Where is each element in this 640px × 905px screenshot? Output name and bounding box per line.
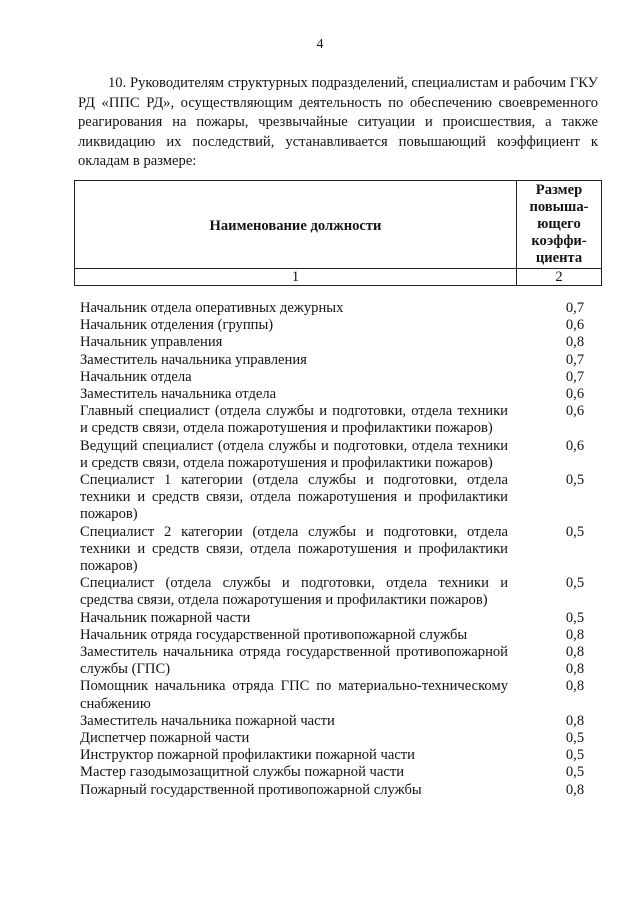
- position-name: Начальник управления: [80, 334, 223, 351]
- position-name: Заместитель начальника управления: [80, 351, 307, 368]
- position-name: Начальник пожарной части: [80, 609, 251, 626]
- table-row: [80, 386, 600, 403]
- column-header-coefficient-line: циента: [535, 250, 583, 266]
- coefficient-value: 0,8: [565, 334, 585, 351]
- table-row: [80, 627, 600, 644]
- coefficient-value: 0,6: [565, 317, 585, 334]
- position-name: Специалист 1 категории (отдела службы и подготовки, отдела техники и средств связи, отдела пожаротушения и профилактики пожаров): [80, 472, 508, 523]
- coefficient-value: 0,7: [565, 351, 585, 368]
- coefficient-value: 0,5: [565, 523, 585, 540]
- coefficient-value: 0,8: [565, 678, 585, 695]
- position-name: Начальник отделения (группы): [80, 317, 274, 334]
- coefficient-value: 0,5: [565, 747, 585, 764]
- coefficient-value: 0,7: [565, 368, 585, 385]
- coefficient-value: 0,5: [565, 764, 585, 781]
- column-header-coefficient: [517, 181, 602, 269]
- position-name: Начальник отдела: [80, 368, 192, 385]
- table-row: [80, 300, 600, 317]
- coefficient-value: 0,6: [565, 386, 585, 403]
- table-row: [80, 730, 600, 747]
- coefficient-value: 0,5: [565, 472, 585, 489]
- position-name: Диспетчер пожарной части: [80, 730, 250, 747]
- position-name: Главный специалист (отдела службы и подготовки, отдела техники и средств связи, отдела пожаротушения и профилактики пожаров): [80, 403, 508, 437]
- position-name: Начальник отдела оперативных дежурных: [80, 300, 344, 316]
- table-row: [80, 764, 600, 781]
- coefficient-value: 0,5: [565, 609, 585, 626]
- coefficient-table-header: [74, 180, 602, 286]
- position-name: Пожарный государственной противопожарной службы: [80, 781, 422, 798]
- coefficient-value: 0,5: [565, 575, 585, 592]
- table-row: [80, 369, 600, 386]
- coefficient-value: 0,8: [565, 712, 585, 729]
- column-header-coefficient-line: коэффи-: [531, 233, 587, 249]
- coefficient-value: 0,6: [565, 437, 585, 454]
- position-name: Помощник начальника отряда ГПС по материально-техническому снабжению: [80, 678, 508, 712]
- table-row: [80, 713, 600, 730]
- column-header-position: Наименование должности: [75, 181, 517, 269]
- page-number: 4: [316, 37, 324, 52]
- coefficient-value: 0,8: [565, 626, 585, 643]
- table-row: [80, 334, 600, 351]
- column-header-coefficient-line: повыша-: [529, 199, 589, 215]
- position-name: Мастер газодымозащитной службы пожарной части: [80, 764, 405, 781]
- table-row: [80, 317, 600, 334]
- position-name: Заместитель начальника отряда государственной противопожарной службы (ГПС): [80, 644, 508, 678]
- coefficient-value: 0,8 0,8: [565, 644, 585, 678]
- table-row: [80, 610, 600, 627]
- table-row: [80, 472, 600, 524]
- table-row: [80, 438, 600, 472]
- column-number-1: 1: [75, 269, 517, 286]
- position-name: Специалист 2 категории (отдела службы и подготовки, отдела техники и средств связи, отдела пожаротушения и профилактики пожаров): [80, 523, 508, 575]
- table-row: [80, 782, 600, 799]
- column-header-coefficient-line: Размер: [535, 182, 583, 198]
- column-header-coefficient-line: ющего: [537, 216, 581, 232]
- table-row: [80, 524, 600, 576]
- table-row: [80, 644, 600, 678]
- table-row: [80, 575, 600, 609]
- position-name: Заместитель начальника пожарной части: [80, 712, 335, 729]
- position-name: Ведущий специалист (отдела службы и подготовки, отдела техники и средств связи, отдела пожаротушения и профилактики пожаров): [80, 437, 508, 471]
- table-row: [80, 678, 600, 712]
- coefficient-value: 0,7: [565, 300, 585, 316]
- table-row: [80, 747, 600, 764]
- position-name: Начальник отряда государственной противопожарной службы: [80, 626, 468, 643]
- table-row: [80, 352, 600, 369]
- coefficient-list: [80, 300, 600, 799]
- table-row: [80, 403, 600, 437]
- position-name: Специалист (отдела службы и подготовки, отдела техники и средства связи, отдела пожаротушения и профилактики пожаров): [80, 575, 508, 609]
- position-name: Заместитель начальника отдела: [80, 386, 277, 403]
- position-name: Инструктор пожарной профилактики пожарной части: [80, 747, 415, 764]
- intro-paragraph: 10. Руководителям структурных подразделений, специалистам и рабочим ГКУ РД «ППС РД», осуществляющим деятельность по обеспечению своевременного реагирования на пожары, чрезвычайные ситуации и происшествия, а также ликвидацию их последствий, устанавливается повышающий коэффициент к окладам в размере:: [78, 75, 598, 169]
- coefficient-value: 0,5: [565, 730, 585, 747]
- coefficient-value: 0,6: [565, 403, 585, 420]
- column-number-2: 2: [517, 269, 602, 286]
- coefficient-value: 0,8: [565, 781, 585, 798]
